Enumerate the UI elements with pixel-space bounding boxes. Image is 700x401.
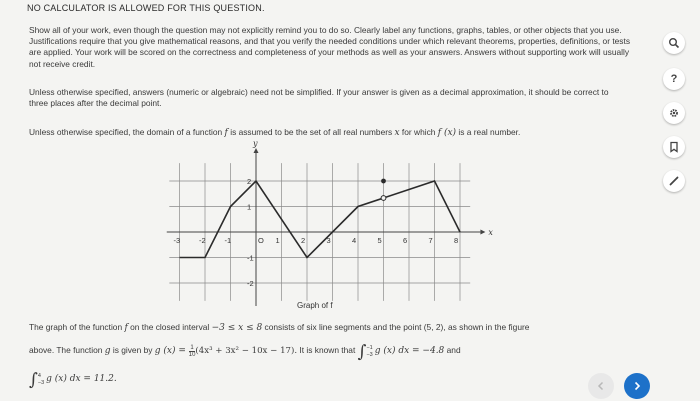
graph-axes xyxy=(167,148,486,306)
integral-expression: g (x) dx = 11.2. xyxy=(46,374,117,384)
y-axis-label: y xyxy=(253,138,258,148)
fraction-denominator: 10 xyxy=(188,352,196,358)
pen-icon xyxy=(668,175,680,187)
integral-sign: ∫ xyxy=(29,370,38,390)
search-button[interactable] xyxy=(663,32,685,54)
x-tick-label: -2 xyxy=(199,236,206,245)
math-f: f xyxy=(124,323,128,333)
x-tick-label: 1 xyxy=(275,236,280,245)
lower-limit: −3 xyxy=(37,380,45,386)
help-icon: ? xyxy=(670,73,678,85)
simplify-paragraph: Unless otherwise specified, answers (numeric or algebraic) need not be simplified. If your answer is given as a decimal approximation, it should be correct to three places after the decimal point. xyxy=(29,87,609,109)
help-button[interactable] xyxy=(663,68,685,90)
graph-caption: Graph of f xyxy=(297,301,333,310)
no-calculator-header: NO CALCULATOR IS ALLOWED FOR THIS QUESTION. xyxy=(27,3,265,13)
polynomial-expression: (4x³ + 3x² − 10x − 17). xyxy=(195,346,298,356)
problem-line-2 xyxy=(29,342,599,362)
problem-line-1 xyxy=(29,322,629,334)
y-tick-label: -1 xyxy=(247,253,254,263)
tool-rail xyxy=(648,0,700,401)
lower-limit: −3 xyxy=(366,352,373,358)
problem-text: consists of six line segments and the point (5, 2), as shown in the figure xyxy=(262,322,530,332)
open-point xyxy=(381,196,386,201)
problem-text: on the closed interval xyxy=(127,322,212,332)
math-g: g xyxy=(104,346,111,356)
problem-text: It is known that xyxy=(297,345,358,355)
x-axis-label: x xyxy=(488,228,493,237)
isolated-point xyxy=(381,179,386,184)
graph-of-f xyxy=(160,138,493,298)
domain-text: is a real number. xyxy=(456,127,521,137)
instructions-paragraph: Show all of your work, even though the question may not explicitly remind you to do so. Clearly label any functions, graphs, tables, or other objects that you use. Justifications require that you give mathematical reasons, and that you verify the needed conditions under which relevant theorems, properties, definitions, or tests are applied. Your work will be scored on the correctness and completeness of your methods as well as your answers. Answers without supporting work will usually not receive credit. xyxy=(29,25,631,69)
x-tick-label: O xyxy=(258,236,264,245)
bookmark-button[interactable] xyxy=(663,136,685,158)
graph-tick-labels xyxy=(174,139,494,288)
next-button[interactable] xyxy=(624,373,650,399)
x-tick-label: 8 xyxy=(454,236,459,245)
x-tick-label: -3 xyxy=(173,236,181,245)
math-gx: g (x) = xyxy=(154,346,189,356)
x-tick-label: 3 xyxy=(326,236,331,245)
domain-paragraph xyxy=(29,127,639,139)
integral-limits xyxy=(38,373,44,387)
problem-text: and xyxy=(444,345,461,355)
interval-expression: −3 ≤ x ≤ 8 xyxy=(211,323,263,333)
y-axis-arrow xyxy=(254,148,259,153)
math-x: x xyxy=(394,128,400,138)
chevron-right-icon xyxy=(632,381,642,391)
domain-text: for which xyxy=(399,127,438,137)
upper-limit: 4 xyxy=(37,373,41,379)
previous-button[interactable] xyxy=(588,373,614,399)
domain-text: is assumed to be the set of all real numbers xyxy=(227,127,395,137)
integral-sign: ∫ xyxy=(357,342,367,362)
domain-text: Unless otherwise specified, the domain of a function xyxy=(29,127,225,137)
y-tick-label: -2 xyxy=(247,279,254,288)
problem-line-3 xyxy=(29,370,229,390)
fraction-numerator: 1 xyxy=(190,345,194,351)
function-f-line xyxy=(180,181,461,258)
pen-button[interactable] xyxy=(663,170,685,192)
x-tick-label: -1 xyxy=(224,236,232,245)
x-tick-label: 4 xyxy=(352,236,357,245)
integral-limits xyxy=(366,345,372,359)
x-tick-label: 7 xyxy=(428,236,433,245)
x-tick-label: 5 xyxy=(377,236,382,245)
x-tick-label: 6 xyxy=(403,236,408,245)
x-tick-label: 2 xyxy=(301,236,306,245)
problem-text: The graph of the function xyxy=(29,322,125,332)
settings-button[interactable] xyxy=(663,102,685,124)
y-tick-label: 2 xyxy=(247,177,252,186)
x-axis-arrow xyxy=(480,230,485,235)
y-tick-label: 1 xyxy=(247,202,252,212)
integral-expression: g (x) dx = −4.8 xyxy=(374,346,445,356)
math-f: f xyxy=(224,128,228,138)
upper-limit: −1 xyxy=(366,345,373,351)
problem-text: is given by xyxy=(110,345,155,355)
bookmark-icon xyxy=(668,141,680,153)
settings-icon xyxy=(668,107,680,119)
search-icon xyxy=(668,37,680,49)
math-fx: f (x) xyxy=(437,128,457,138)
chevron-left-icon xyxy=(596,381,606,391)
problem-text: above. The function xyxy=(29,345,105,355)
